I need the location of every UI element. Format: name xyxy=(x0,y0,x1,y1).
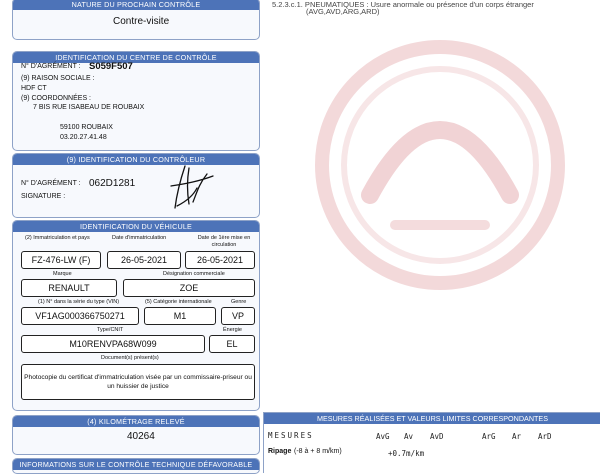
col-av: Av xyxy=(404,432,414,441)
immat-box xyxy=(21,251,101,269)
col-avd: AvD xyxy=(430,432,444,441)
kilometrage-panel xyxy=(12,415,260,455)
designation-value: ZOE xyxy=(179,283,199,293)
immat-value: FZ-476-LW (F) xyxy=(31,255,91,265)
categorie-box xyxy=(144,307,216,325)
energie-value: EL xyxy=(226,339,238,349)
col-arg: ArG xyxy=(482,432,496,441)
documents-label: Document(s) présent(s) xyxy=(101,355,159,361)
raison-sociale-value: HDF CT xyxy=(21,85,47,92)
categorie-value: M1 xyxy=(173,311,187,321)
kilometrage-value: 40264 xyxy=(127,431,155,442)
designation-box xyxy=(123,279,255,297)
date-first-label: Date de 1ère mise en circulation xyxy=(197,235,251,248)
genre-box xyxy=(221,307,255,325)
centre-panel-title: IDENTIFICATION DU CENTRE DE CONTRÔLE xyxy=(13,52,259,63)
vin-label: (1) N° dans la série du type (VIN) xyxy=(38,299,120,305)
ripage-label: Ripage xyxy=(268,448,292,455)
type-label: Type/CNIT xyxy=(97,327,124,333)
date-immat-value: 26-05-2021 xyxy=(120,255,168,265)
watermark-logo-icon xyxy=(300,25,580,305)
controleur-agrement-value: 062D1281 xyxy=(89,178,136,189)
documents-line-2: un huissier de justice xyxy=(107,383,169,390)
kilometrage-panel-title: (4) KILOMÉTRAGE RELEVÉ xyxy=(13,416,259,427)
coordonnees-label: (9) COORDONNÉES : xyxy=(21,95,92,102)
mesures-col-header: MESURES xyxy=(268,431,314,440)
signature-label: SIGNATURE : xyxy=(21,193,66,200)
designation-label: Désignation commerciale xyxy=(163,271,225,277)
type-value: M10RENVPA68W099 xyxy=(69,339,157,349)
centre-agrement-label: N° D'AGRÉMENT : xyxy=(21,63,81,70)
col-ard: ArD xyxy=(538,432,552,441)
vin-box xyxy=(21,307,139,325)
col-avg: AvG xyxy=(376,432,390,441)
date-immat-label: Date d'immatriculation xyxy=(112,235,167,241)
marque-value: RENAULT xyxy=(48,283,90,293)
genre-value: VP xyxy=(231,311,244,321)
vehicule-panel-title: IDENTIFICATION DU VÉHICULE xyxy=(13,221,259,232)
controleur-panel xyxy=(12,153,260,218)
energie-box xyxy=(209,335,255,353)
date-immat-box xyxy=(107,251,181,269)
immat-label: (2) Immatriculation et pays xyxy=(25,235,90,241)
energie-label: Énergie xyxy=(223,327,242,333)
defect-line-2: (AVG,AVD,ARG,ARD) xyxy=(306,7,380,16)
mesures-panel-title: MESURES RÉALISÉES ET VALEURS LIMITES CORRESPONDANTES xyxy=(264,413,600,424)
informations-panel-title: INFORMATIONS SUR LE CONTRÔLE TECHNIQUE DÉFAVORABLE xyxy=(13,459,259,470)
centre-agrement-value: S059F507 xyxy=(89,61,133,72)
mesures-panel xyxy=(263,412,600,473)
documents-line-1: Photocopie du certificat d'immatriculation visée par un commissaire-priseur ou xyxy=(24,374,252,381)
signature-icon xyxy=(163,162,223,214)
phone-number: 03.20.27.41.48 xyxy=(60,134,107,141)
ripage-limits: (-8 à + 8 m/km) xyxy=(294,448,342,455)
informations-panel xyxy=(12,458,260,474)
marque-box xyxy=(21,279,117,297)
documents-box xyxy=(21,364,255,400)
address-line-1: 7 BIS RUE ISABEAU DE ROUBAIX xyxy=(33,104,145,111)
type-box xyxy=(21,335,205,353)
marque-label: Marque xyxy=(53,271,72,277)
centre-panel xyxy=(12,51,260,151)
nature-panel xyxy=(12,0,260,40)
vin-value: VF1AG000366750271 xyxy=(35,311,125,321)
date-first-value: 26-05-2021 xyxy=(196,255,244,265)
categorie-label: (5) Catégorie internationale xyxy=(145,299,212,305)
nature-value: Contre-visite xyxy=(113,16,170,27)
raison-sociale-label: (9) RAISON SOCIALE : xyxy=(21,75,95,82)
col-ar: Ar xyxy=(512,432,522,441)
date-first-box xyxy=(185,251,255,269)
controleur-panel-title: (9) IDENTIFICATION DU CONTRÔLEUR xyxy=(13,154,259,165)
address-line-2: 59100 ROUBAIX xyxy=(60,124,113,131)
controleur-agrement-label: N° D'AGRÉMENT : xyxy=(21,180,81,187)
vehicule-panel xyxy=(12,220,260,411)
nature-panel-title: NATURE DU PROCHAIN CONTRÔLE xyxy=(13,0,259,10)
genre-label: Genre xyxy=(231,299,247,305)
defect-line-1: 5.2.3.c.1. PNEUMATIQUES : Usure anormale ou présence d'un corps étranger xyxy=(272,0,534,9)
ripage-value: +0.7m/km xyxy=(388,449,425,458)
